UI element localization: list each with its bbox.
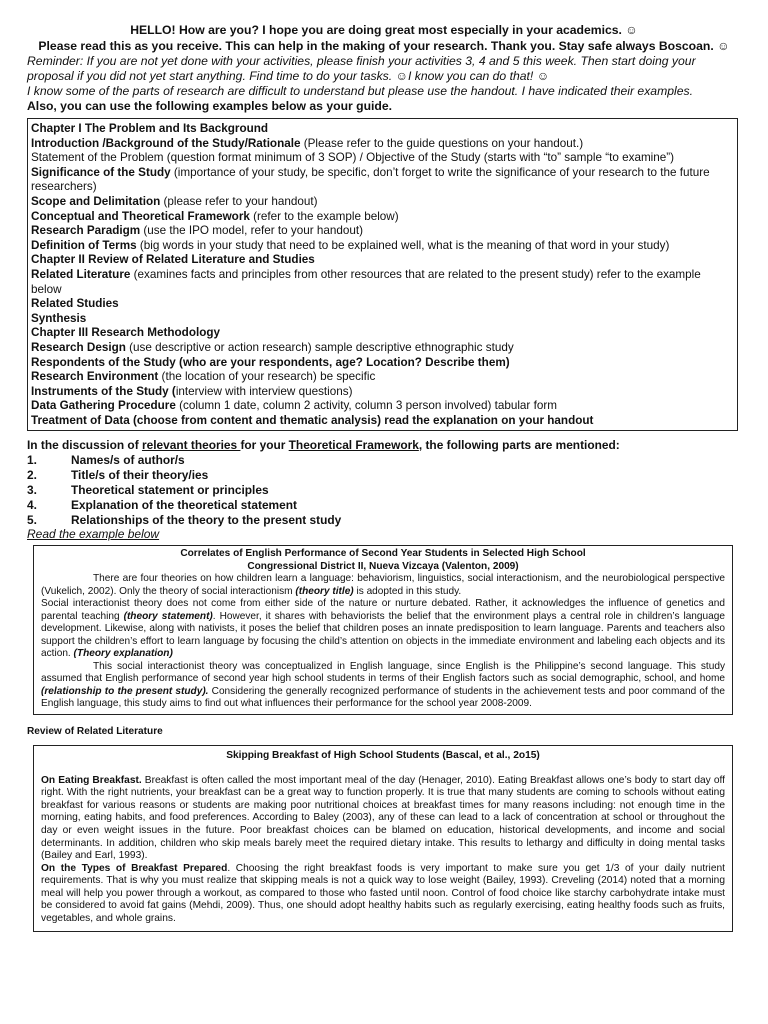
outline-item: Significance of the Study (importance of your study, be specific, don’t forget to write the significance of your research to the future researchers): [31, 165, 710, 194]
outline-item: Data Gathering Procedure (column 1 date, column 2 activity, column 3 person involved) tabular form: [31, 399, 557, 413]
read-example-note: Read the example below: [27, 527, 160, 542]
outline-item: Research Design (use descriptive or action research) sample descriptive ethnographic study: [31, 340, 514, 354]
outline-item: Instruments of the Study (interview with interview questions): [31, 384, 353, 398]
outline-item: Introduction /Background of the Study/Rationale (Please refer to the guide questions on your handout.): [31, 136, 584, 150]
list-item: 4. Explanation of the theoretical statement: [27, 497, 297, 512]
list-item: 1. Names/s of author/s: [27, 453, 185, 468]
outline-item: Related Literature (examines facts and principles from other resources that are related to the present study) refer to the example below: [31, 267, 701, 296]
outline-item: Research Environment (the location of your research) be specific: [31, 370, 376, 384]
outline-item: Statement of the Problem (question format minimum of 3 SOP) / Objective of the Study (starts with “to” sample “to examine”): [31, 151, 675, 165]
outline-item: Respondents of the Study (who are your respondents, age? Location? Describe them): [31, 355, 510, 369]
outline-item: Chapter I The Problem and Its Background: [31, 122, 269, 135]
outline-item: Chapter III Research Methodology: [31, 326, 220, 340]
reminder-text: Reminder: If you are not yet done with your activities, please finish your activities 3, 4 and 5 this week. Then start doing your proposal if you did not yet start anything. Find time to do your tasks. ☺I know you can do that! ☺: [27, 54, 696, 83]
example-paragraph-1: On Eating Breakfast. Breakfast is often called the most important meal of the day (Henager, 2010). Eating Breakfast allows one’s body to start day off right. With the right nutrients, your breakfast can be a great way to function properly. It is true that many students are coming to schools without eating breakfast for various reasons or students are making poor nutritional choices at breakfast times for many reasons including: not enough time in the morning, eating habits, and food preferences. According to Baley (2003), any of these can lead to a lack of concentration at school or throughout the day or even weight issues in the future. Poor breakfast choices can be blamed on education, historical developments, and income and social determinants. In addition, children who skip meals barely meet the required dietary intake. This results to lethargy and difficulty in doing mental tasks (Bailey and Earl, 1993).: [41, 774, 725, 862]
outline-item: Chapter II Review of Related Literature and Studies: [31, 253, 315, 267]
outline-item: Treatment of Data (choose from content and thematic analysis) read the explanation on your handout: [31, 413, 594, 427]
example-paragraph-1: There are four theories on how children learn a language: behaviorism, linguistics, social interactionism, and the neurobiological perspective (Vukelich, 2002). Only the theory of social interactionism (theory title) is adopted in this study.: [41, 573, 725, 597]
example-paragraph-2: On the Types of Breakfast Prepared. Choosing the right breakfast foods is very important to make sure you get 1/3 of your daily nutrient requirements. That is why you must realize that skipping meals is not a quick way to lose weight (Bailey, 1993). Creveling (2014) noted that a morning meal will help you power through a workout, as compared to those who fasted until noon. Control of food choice like starchy carbohydrate intake must be considered to avoid fat gains (Mehdi, 2009). Thus, one should adopt healthy habits such as regularly exercising, eating healthy foods such as fruits, vegetables, and whole grains.: [41, 862, 725, 925]
theory-parts-list: [27, 453, 741, 527]
outline-item: Related Studies: [31, 297, 119, 311]
theory-intro: In the discussion of relevant theories for your Theoretical Framework, the following parts are mentioned:: [27, 438, 620, 453]
example-paragraph-2: Social interactionist theory does not come from either side of the nature or nurture debated. Rather, it acknowledges the influence of genetics and parental teaching (theory statement). However, it shares with behaviorists the belief that the environment plays a central role in children’s language development. Likewise, along with nativists, it poses the belief that children poses an innate predisposition to learn language. Parents and teachers also support the children’s effort to learn language by focusing the child’s attention on objects in the immediate environment and labeling each objects and its action. (Theory explanation): [41, 598, 725, 660]
list-item: 2. Title/s of their theory/ies: [27, 468, 209, 483]
list-item: 3. Theoretical statement or principles: [27, 483, 269, 498]
outline-item: Scope and Delimitation (please refer to your handout): [31, 194, 318, 208]
example-title: Correlates of English Performance of Second Year Students in Selected High School: [180, 548, 586, 560]
list-item: 5. Relationships of the theory to the present study: [27, 512, 342, 527]
outline-item: Research Paradigm (use the IPO model, refer to your handout): [31, 224, 363, 238]
research-outline-box: [27, 118, 738, 431]
greeting-line-2: Please read this as you receive. This can help in the making of your research. Thank you. Stay safe always Boscoan. ☺: [38, 39, 730, 53]
rrl-heading: Review of Related Literature: [27, 725, 163, 737]
theoretical-framework-example-box: [33, 545, 733, 715]
outline-item: Conceptual and Theoretical Framework (refer to the example below): [31, 209, 399, 223]
outline-item: Definition of Terms (big words in your study that need to be explained well, what is the meaning of that word in your study): [31, 238, 670, 252]
example-paragraph-3: This social interactionist theory was conceptualized in English language, since English is the Philippine’s second language. This study assumed that English performance of second year high school students in terms of their English factors such as social demographic, school, and home (relationship to the present study). Considering the generally recognized performance of students in the achievement tests and poor command of the English language, this study aims to find out what influences their performance for the school year 2008-2009.: [41, 660, 726, 710]
parts-note: I know some of the parts of research are difficult to understand but please use the handout. I have indicated their examples.: [27, 84, 693, 98]
example-title: Skipping Breakfast of High School Students (Bascal, et al., 2o15): [226, 749, 540, 761]
greeting-line-1: HELLO! How are you? I hope you are doing great most especially in your academics. ☺: [130, 23, 638, 37]
also-note: Also, you can use the following examples below as your guide.: [27, 99, 393, 113]
outline-item: Synthesis: [31, 311, 87, 325]
example-citation: Congressional District II, Nueva Vizcaya (Valenton, 2009): [247, 560, 519, 572]
related-literature-example-box: [33, 745, 733, 932]
